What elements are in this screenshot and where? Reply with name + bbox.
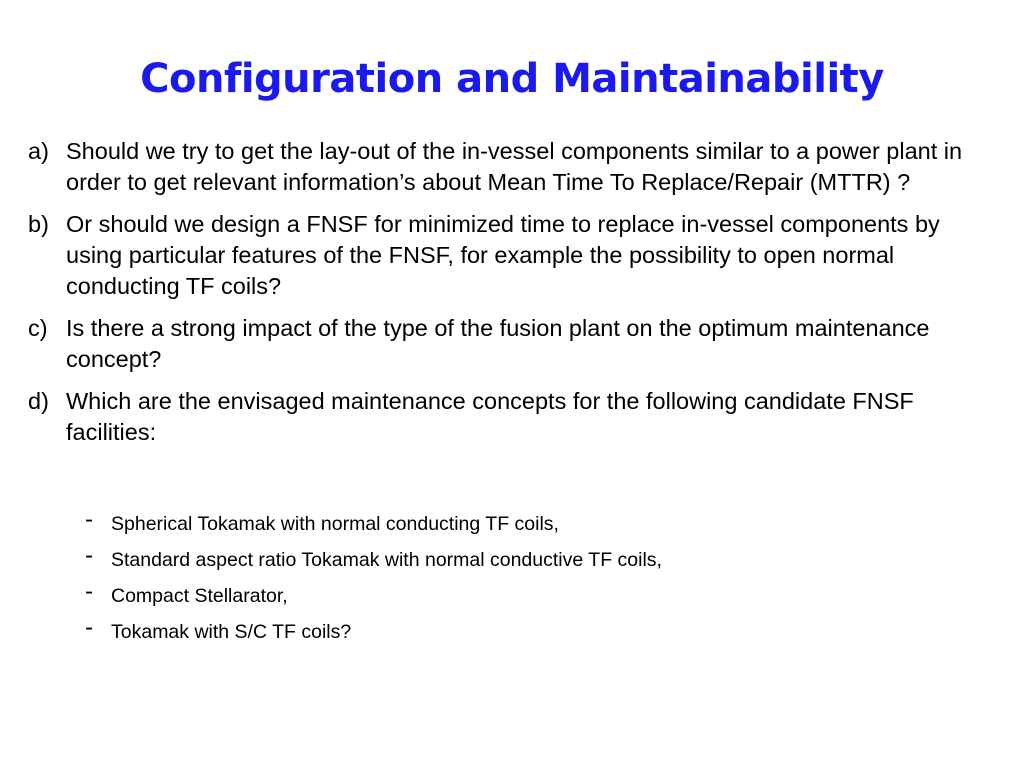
question-list xyxy=(28,136,978,459)
slide-title: Configuration and Maintainability xyxy=(140,55,884,102)
question-text: Should we try to get the lay-out of the in-vessel components similar to a power plant in order to get relevant information’s about Mean Time To Replace/Repair (MTTR) ? xyxy=(66,138,963,195)
question-item xyxy=(28,209,978,302)
question-item xyxy=(28,136,978,198)
question-text: Is there a strong impact of the type of the fusion plant on the optimum maintenance concept? xyxy=(66,315,930,372)
candidate-list xyxy=(85,506,662,650)
candidate-item xyxy=(85,578,662,614)
question-marker: d) xyxy=(28,388,49,414)
candidate-text: Spherical Tokamak with normal conducting TF coils, xyxy=(111,513,559,535)
candidate-text: Compact Stellarator, xyxy=(111,585,288,607)
dash-bullet: - xyxy=(85,542,93,569)
question-text: Which are the envisaged maintenance concepts for the following candidate FNSF facilities: xyxy=(66,388,914,445)
candidate-item xyxy=(85,614,662,650)
dash-bullet: - xyxy=(85,578,93,605)
dash-bullet: - xyxy=(85,614,93,641)
question-marker: b) xyxy=(28,211,49,237)
candidate-item xyxy=(85,506,662,542)
candidate-text: Tokamak with S/C TF coils? xyxy=(111,621,352,643)
question-marker: c) xyxy=(28,315,48,341)
candidate-item xyxy=(85,542,662,578)
question-item xyxy=(28,313,978,375)
dash-bullet: - xyxy=(85,506,93,533)
candidate-text: Standard aspect ratio Tokamak with normal conductive TF coils, xyxy=(111,549,662,571)
question-item xyxy=(28,386,978,448)
question-marker: a) xyxy=(28,138,49,164)
question-text: Or should we design a FNSF for minimized time to replace in-vessel components by using particular features of the FNSF, for example the possibility to open normal conducting TF coils? xyxy=(66,211,940,299)
